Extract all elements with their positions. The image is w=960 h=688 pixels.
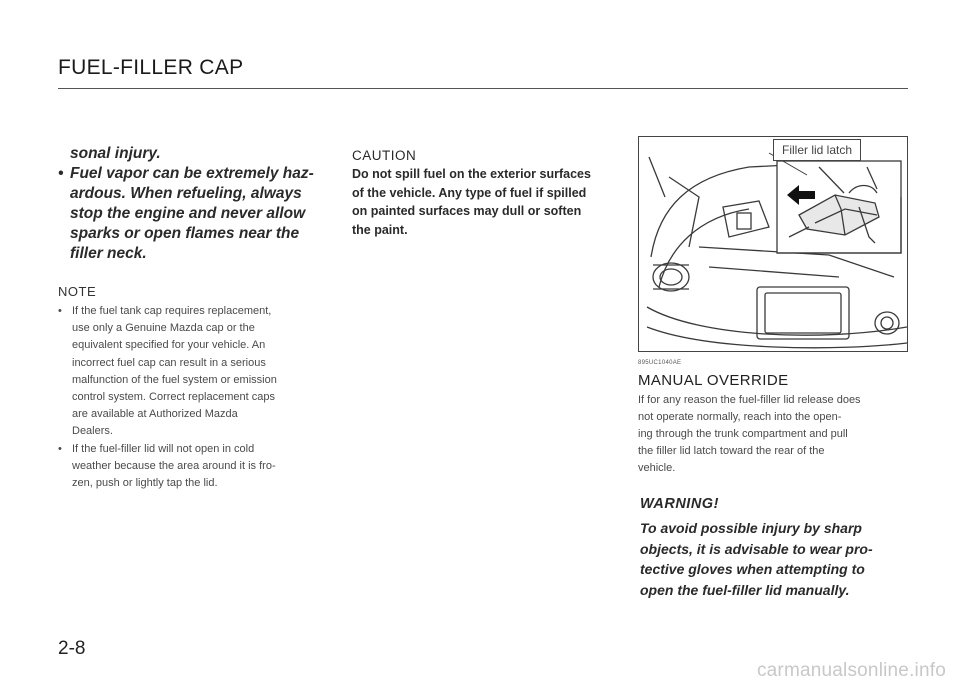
override-line: ing through the trunk compartment and pull: [638, 428, 848, 440]
note-line: are available at Authorized Mazda: [72, 408, 238, 421]
warning-line: filler neck.: [70, 245, 147, 262]
warning-line: To avoid possible injury by sharp: [640, 520, 862, 536]
note-line: weather because the area around it is fro-: [72, 459, 276, 472]
warning-block: [640, 496, 910, 600]
warning-line: sparks or open flames near the: [70, 225, 300, 242]
override-text: [638, 392, 910, 477]
bullet-icon: •: [58, 442, 62, 455]
note-line: use only a Genuine Mazda cap or the: [72, 322, 255, 335]
figure-label: Filler lid latch: [773, 139, 861, 161]
caution-text: [352, 165, 630, 239]
note-line: control system. Correct replacement caps: [72, 391, 275, 404]
note-line: incorrect fuel cap can result in a serious: [72, 356, 266, 369]
warning-line: tective gloves when attempting to: [640, 561, 865, 577]
note-line: equivalent specified for your vehicle. An: [72, 339, 266, 352]
note-item: [58, 441, 340, 493]
warning-heading: WARNING!: [640, 496, 719, 512]
warning-line: stop the engine and never allow: [70, 205, 306, 222]
warning-continuation-column: [58, 144, 340, 492]
car-rear-drawing: [639, 137, 907, 351]
caution-line: the paint.: [352, 222, 408, 237]
note-line: zen, push or lightly tap the lid.: [72, 477, 218, 490]
caution-line: of the vehicle. Any type of fuel if spilled: [352, 185, 587, 200]
caution-line: Do not spill fuel on the exterior surfaces: [352, 167, 591, 181]
warning-line: Fuel vapor can be extremely haz-: [70, 165, 314, 182]
note-line: If the fuel tank cap requires replacement,: [72, 305, 272, 317]
override-line: vehicle.: [638, 462, 676, 474]
note-line: Dealers.: [72, 425, 113, 438]
warning-line: sonal injury.: [70, 145, 161, 162]
section-heading: MANUAL OVERRIDE: [638, 372, 789, 389]
caution-line: on painted surfaces may dull or soften: [352, 204, 582, 218]
header-divider: [58, 88, 908, 89]
trunk-latch-illustration: [638, 136, 908, 352]
note-heading: NOTE: [58, 284, 97, 299]
bullet-icon: •: [58, 165, 64, 182]
note-list: [58, 303, 340, 492]
watermark: carmanualsonline.info: [756, 660, 946, 681]
warning-line: ardous. When refueling, always: [70, 185, 302, 202]
page-title: FUEL-FILLER CAP: [58, 56, 244, 79]
note-item: [58, 303, 340, 441]
override-line: the filler lid latch toward the rear of the: [638, 445, 825, 457]
bullet-icon: •: [58, 305, 62, 317]
caution-heading: CAUTION: [352, 148, 417, 163]
note-line: malfunction of the fuel system or emission: [72, 373, 277, 386]
override-line: not operate normally, reach into the open-: [638, 411, 842, 423]
note-line: If the fuel-filler lid will not open in cold: [72, 442, 255, 455]
warning-text: [640, 518, 910, 600]
warning-line: open the fuel-filler lid manually.: [640, 581, 850, 598]
figure-code: 895UC1040AE: [638, 360, 682, 366]
warning-bullet-item: [58, 164, 340, 264]
page-number: 2-8: [58, 638, 86, 659]
caution-column: [352, 148, 630, 239]
override-line: If for any reason the fuel-filler lid release does: [638, 394, 861, 406]
warning-line: objects, it is advisable to wear pro-: [640, 540, 873, 557]
